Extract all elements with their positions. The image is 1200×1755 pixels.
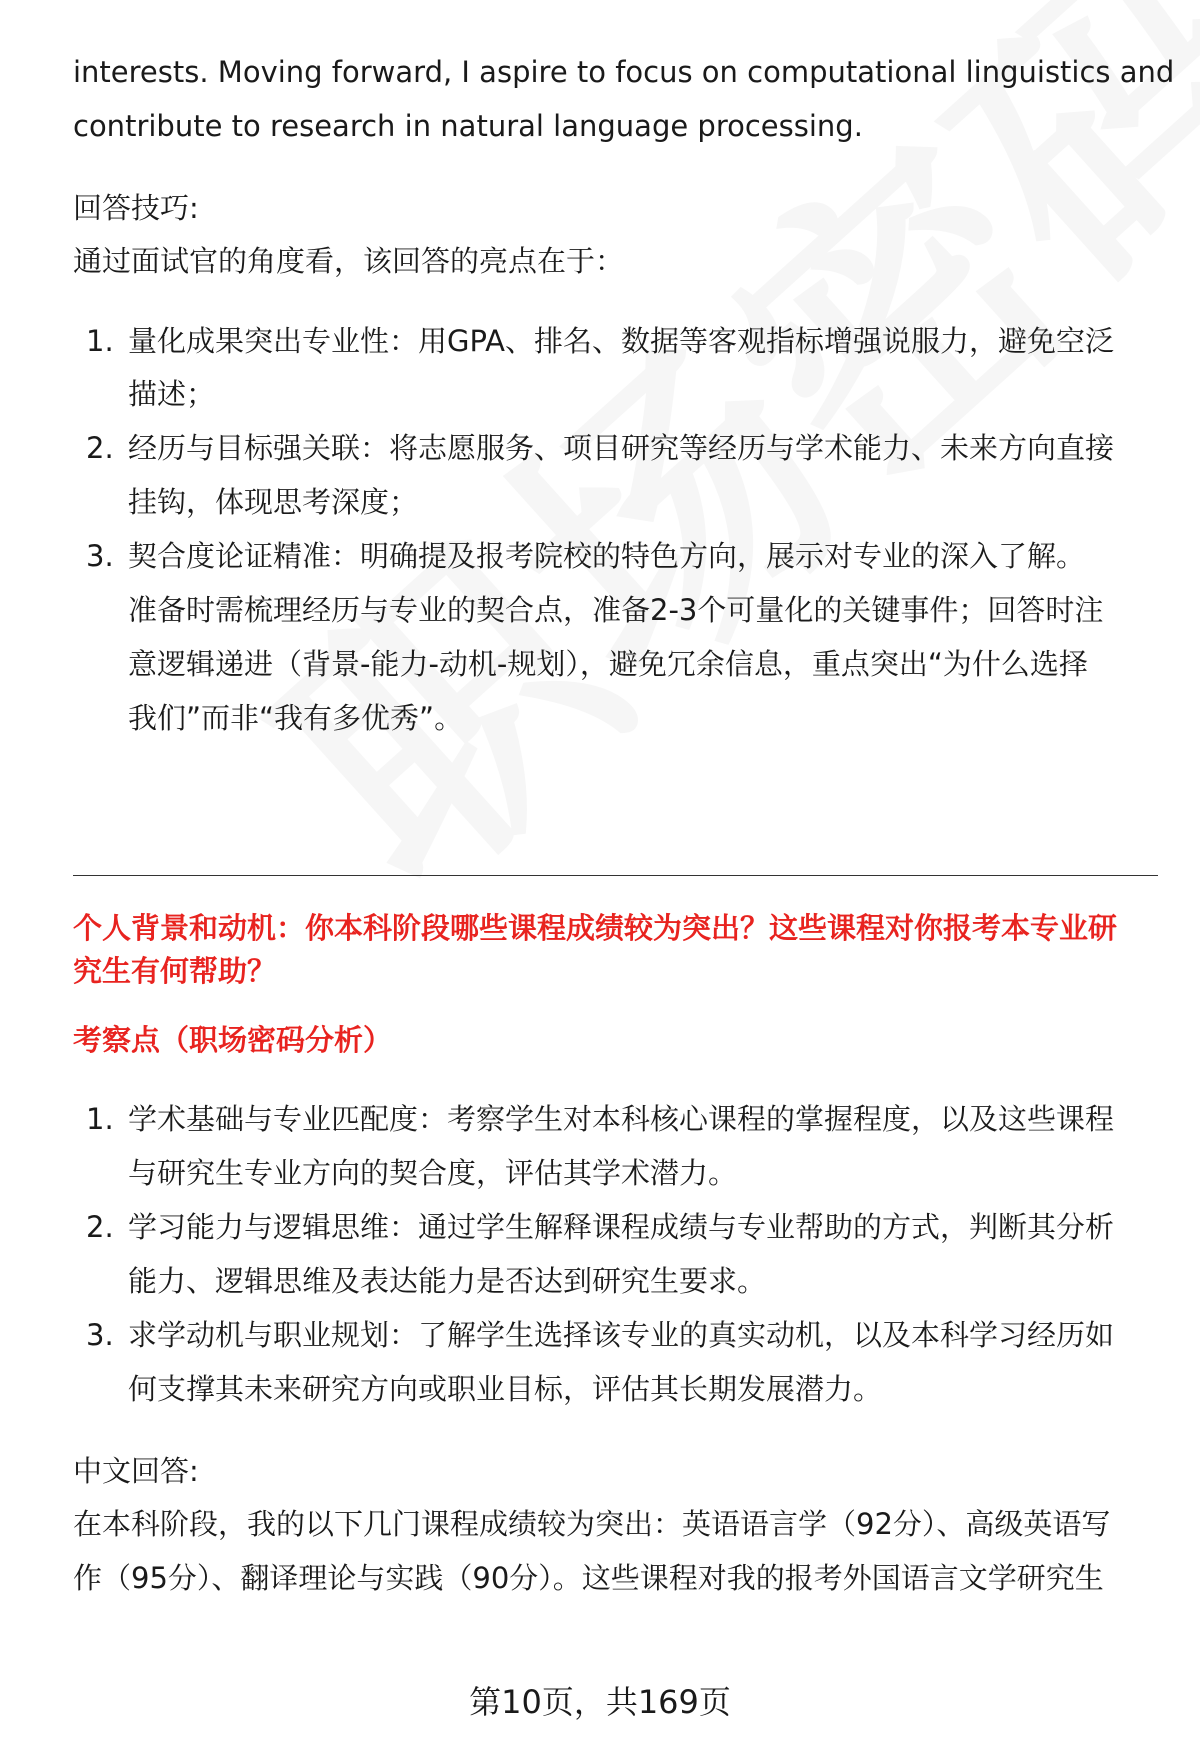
tips-item-3-line: 意逻辑递进（背景-能力-动机-规划），避免冗余信息，重点突出“为什么选择	[128, 647, 1088, 681]
tips-item-3-number: 3.	[86, 539, 114, 573]
tips-item-2-line: 经历与目标强关联：将志愿服务、项目研究等经历与学术能力、未来方向直接	[128, 431, 1115, 465]
answer-line-2: 作（95分）、翻译理论与实践（90分）。这些课程对我的报考外国语言文学研究生	[73, 1561, 1104, 1595]
section-divider	[73, 875, 1158, 876]
tips-item-3-line: 契合度论证精准：明确提及报考院校的特色方向，展示对专业的深入了解。	[128, 539, 1086, 573]
analysis-heading: 考察点（职场密码分析）	[73, 1023, 393, 1057]
intro-line-2: contribute to research in natural language processing.	[73, 109, 863, 143]
answer-heading: 中文回答:	[73, 1454, 199, 1488]
page-footer: 第10页，共169页	[469, 1683, 731, 1721]
analysis-item-3-line: 何支撑其未来研究方向或职业目标，评估其长期发展潜力。	[128, 1372, 883, 1406]
analysis-item-1-line: 与研究生专业方向的契合度，评估其学术潜力。	[128, 1156, 738, 1190]
tips-item-2-number: 2.	[86, 431, 114, 465]
analysis-item-1-line: 学术基础与专业匹配度：考察学生对本科核心课程的掌握程度，以及这些课程	[128, 1102, 1115, 1136]
analysis-item-1-number: 1.	[86, 1102, 114, 1136]
tips-heading: 回答技巧:	[73, 191, 199, 225]
tips-item-3-line: 我们”而非“我有多优秀”。	[128, 701, 464, 735]
analysis-item-3-line: 求学动机与职业规划：了解学生选择该专业的真实动机，以及本科学习经历如	[128, 1318, 1115, 1352]
analysis-item-2-number: 2.	[86, 1210, 114, 1244]
question-line-2: 究生有何帮助？	[73, 954, 277, 988]
question-line-1: 个人背景和动机：你本科阶段哪些课程成绩较为突出？这些课程对你报考本专业研	[73, 911, 1118, 945]
tips-item-3-line: 准备时需梳理经历与专业的契合点，准备2-3个可量化的关键事件；回答时注	[128, 593, 1104, 627]
analysis-item-2-line: 学习能力与逻辑思维：通过学生解释课程成绩与专业帮助的方式，判断其分析	[128, 1210, 1115, 1244]
tips-intro: 通过面试官的角度看，该回答的亮点在于：	[73, 244, 625, 278]
tips-item-2-line: 挂钩，体现思考深度；	[128, 485, 419, 519]
answer-line-1: 在本科阶段，我的以下几门课程成绩较为突出：英语语言学（92分）、高级英语写	[73, 1507, 1111, 1541]
intro-line-1: interests. Moving forward, I aspire to focus on computational linguistics and	[73, 55, 1175, 89]
tips-item-1-line: 量化成果突出专业性：用GPA、排名、数据等客观指标增强说服力，避免空泛	[128, 324, 1114, 358]
tips-item-1-line: 描述；	[128, 377, 216, 411]
analysis-item-3-number: 3.	[86, 1318, 114, 1352]
analysis-item-2-line: 能力、逻辑思维及表达能力是否达到研究生要求。	[128, 1264, 767, 1298]
tips-item-1-number: 1.	[86, 324, 114, 358]
